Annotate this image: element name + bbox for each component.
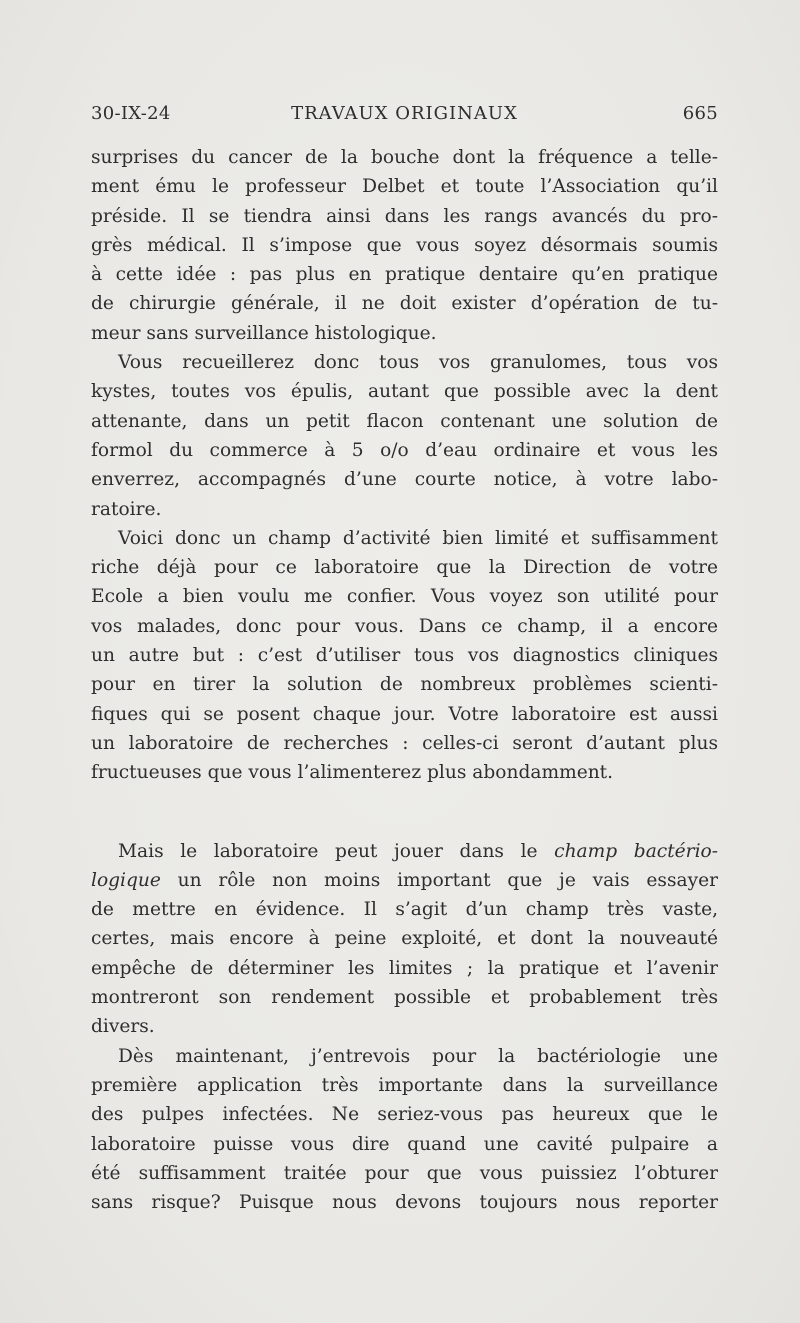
text-line: de mettre en évidence. Il s’agit d’un champ très vaste, <box>91 899 718 921</box>
text-line: vos malades, donc pour vous. Dans ce champ, il a encore <box>91 615 718 637</box>
text-line: fiques qui se posent chaque jour. Votre laboratoire est aussi <box>91 703 718 725</box>
paragraph <box>91 1042 718 1218</box>
text-line: attenante, dans un petit flacon contenant une solution de <box>91 410 718 432</box>
text-line: été suffisamment traitée pour que vous puissiez l’obturer <box>91 1162 718 1184</box>
text-line: Ecole a bien voulu me confier. Vous voyez son utilité pour <box>91 586 718 608</box>
text-line <box>91 866 718 895</box>
header-date: 30-IX-24 <box>91 103 171 124</box>
paragraph <box>91 348 718 524</box>
text-line: des pulpes infectées. Ne seriez-vous pas heureux que le <box>91 1104 718 1126</box>
text-line: à cette idée : pas plus en pratique dentaire qu’en pratique <box>91 264 718 286</box>
text-line: enverrez, accompagnés d’une courte notice, à votre labo- <box>91 469 718 491</box>
page-number: 665 <box>682 103 718 124</box>
text-line: fructueuses que vous l’alimenterez plus abondamment. <box>91 762 614 784</box>
text-line: de chirurgie générale, il ne doit exister d’opération de tu- <box>91 293 718 315</box>
text-line: surprises du cancer de la bouche dont la fréquence a telle- <box>91 147 718 168</box>
text-line <box>91 837 718 866</box>
header-title: TRAVAUX ORIGINAUX <box>291 103 518 124</box>
text-line: empêche de déterminer les limites ; la pratique et l’avenir <box>91 957 718 979</box>
text-line: préside. Il se tiendra ainsi dans les rangs avancés du pro- <box>91 205 718 227</box>
paragraph <box>91 837 718 1042</box>
paragraph <box>91 143 718 348</box>
paragraph <box>91 524 718 788</box>
text-line: un laboratoire de recherches : celles-ci seront d’autant plus <box>91 732 718 754</box>
text-line: Voici donc un champ d’activité bien limité et suffisamment <box>118 527 718 549</box>
italic-term: logique <box>91 869 161 891</box>
text-line: un autre but : c’est d’utiliser tous vos diagnostics cliniques <box>91 645 718 667</box>
text-line: meur sans surveillance histologique. <box>91 322 437 344</box>
text-line: sans risque? Puisque nous devons toujours nous reporter <box>91 1192 718 1214</box>
body-text <box>91 143 718 1217</box>
text-line: Dès maintenant, j’entrevois pour la bactériologie une <box>118 1045 718 1067</box>
text-line: kystes, toutes vos épulis, autant que possible avec la dent <box>91 381 718 403</box>
text-line: ratoire. <box>91 498 162 520</box>
section-break <box>91 788 718 837</box>
text-line: grès médical. Il s’impose que vous soyez désormais soumis <box>91 234 718 256</box>
text-line: pour en tirer la solution de nombreux problèmes scienti- <box>91 674 718 696</box>
text-line: montreront son rendement possible et probablement très <box>91 987 718 1009</box>
text-run: Mais le laboratoire peut jouer dans le <box>118 840 538 862</box>
text-line: Vous recueillerez donc tous vos granulomes, tous vos <box>118 352 718 374</box>
text-line: riche déjà pour ce laboratoire que la Direction de votre <box>91 557 718 579</box>
text-line: certes, mais encore à peine exploité, et dont la nouveauté <box>91 928 718 950</box>
running-head <box>91 103 718 129</box>
italic-term: champ bactério- <box>554 840 718 862</box>
text-line: formol du commerce à 5 o/o d’eau ordinaire et vous les <box>91 439 718 461</box>
text-line: laboratoire puisse vous dire quand une cavité pulpaire a <box>91 1133 718 1155</box>
text-run: un rôle non moins important que je vais essayer <box>177 869 718 891</box>
text-line: première application très importante dans la surveillance <box>91 1074 718 1096</box>
text-line: ment ému le professeur Delbet et toute l’Association qu’il <box>91 176 718 198</box>
text-line: divers. <box>91 1016 155 1038</box>
